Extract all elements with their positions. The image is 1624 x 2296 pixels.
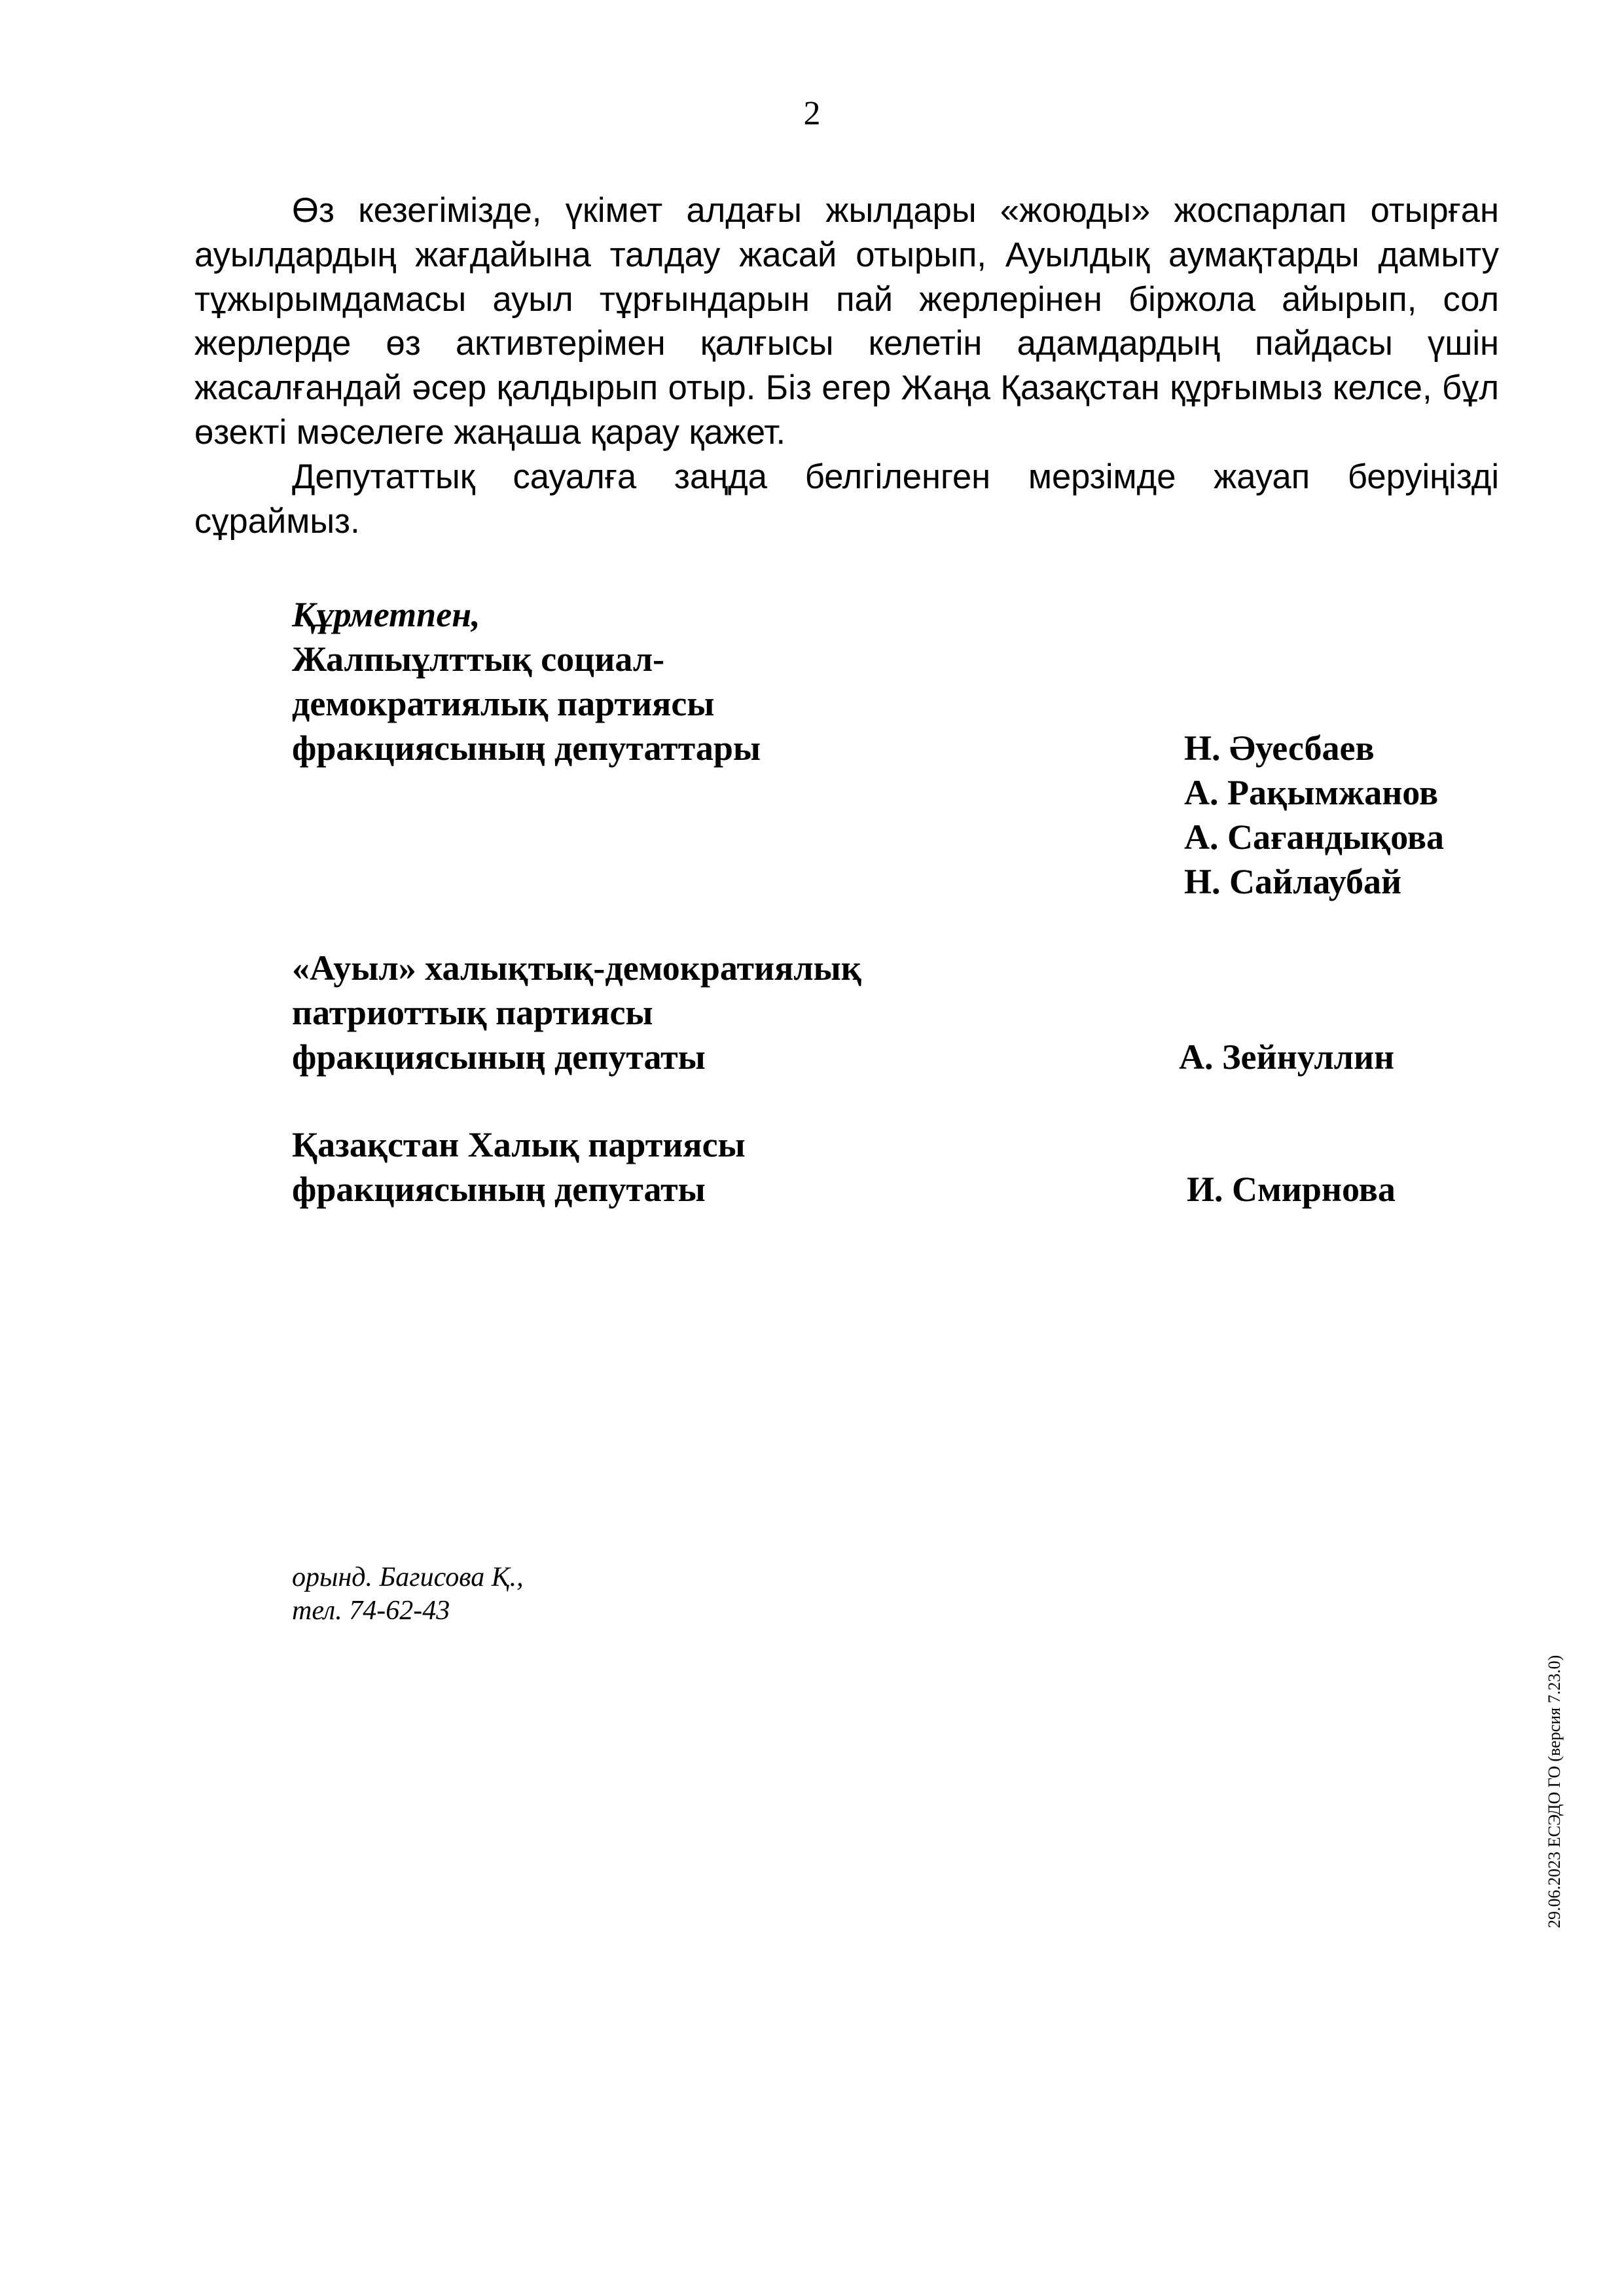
party-line: «Ауыл» халықтық-демократиялық (292, 948, 861, 988)
party-line: демократиялық партиясы (292, 684, 715, 723)
deputy-name: И. Смирнова (1187, 1170, 1396, 1209)
executor-name: орынд. Багисова Қ., (292, 1562, 524, 1592)
deputy-name: А. Рақымжанов (1184, 773, 1439, 812)
faction-line: фракциясының депутаты (292, 1170, 706, 1209)
deputy-name: А. Зейнуллин (1179, 1037, 1395, 1077)
page-number: 2 (803, 95, 821, 132)
body-paragraph-2: Депутаттық сауалға заңда белгіленген мерзімде жауап беруіңізді сұраймыз. (194, 457, 1499, 541)
salutation: Құрметпен, (292, 595, 480, 634)
deputy-name: Н. Сайлаубай (1184, 862, 1402, 901)
edo-stamp: 29.06.2023 ЕСЭДО ГО (версия 7.23.0) (1545, 1655, 1564, 1928)
party-line: Қазақстан Халық партиясы (292, 1125, 746, 1164)
body-paragraph-1: Өз кезегімізде, үкімет алдағы жылдары «жоюды» жоспарлап отырған ауылдардың жағдайына талдау жасай отырып, Ауылдық аумақтарды дамыту тұжырымдамасы ауыл тұрғындарын пай жерлерінен біржола айырып, сол жерлерде өз активтерімен қалғысы келетін адамдардың пайдасы үшін жасалғандай әсер қалдырып отыр. Біз егер Жаңа Қазақстан құрғымыз келсе, бұл өзекті мәселеге жаңаша қарау қажет. (194, 191, 1499, 452)
letter-body (194, 188, 1499, 543)
faction-line: фракциясының депутаты (292, 1037, 706, 1077)
executor-phone: тел. 74-62-43 (292, 1596, 450, 1626)
executor-info (292, 1561, 524, 1628)
deputy-name: А. Сағандықова (1184, 817, 1445, 857)
faction-line: фракциясының депутаттары (292, 728, 761, 768)
party-line: патриоттық партиясы (292, 993, 653, 1032)
party-line: Жалпыұлттық социал- (292, 639, 665, 679)
deputy-name: Н. Әуесбаев (1184, 728, 1375, 768)
